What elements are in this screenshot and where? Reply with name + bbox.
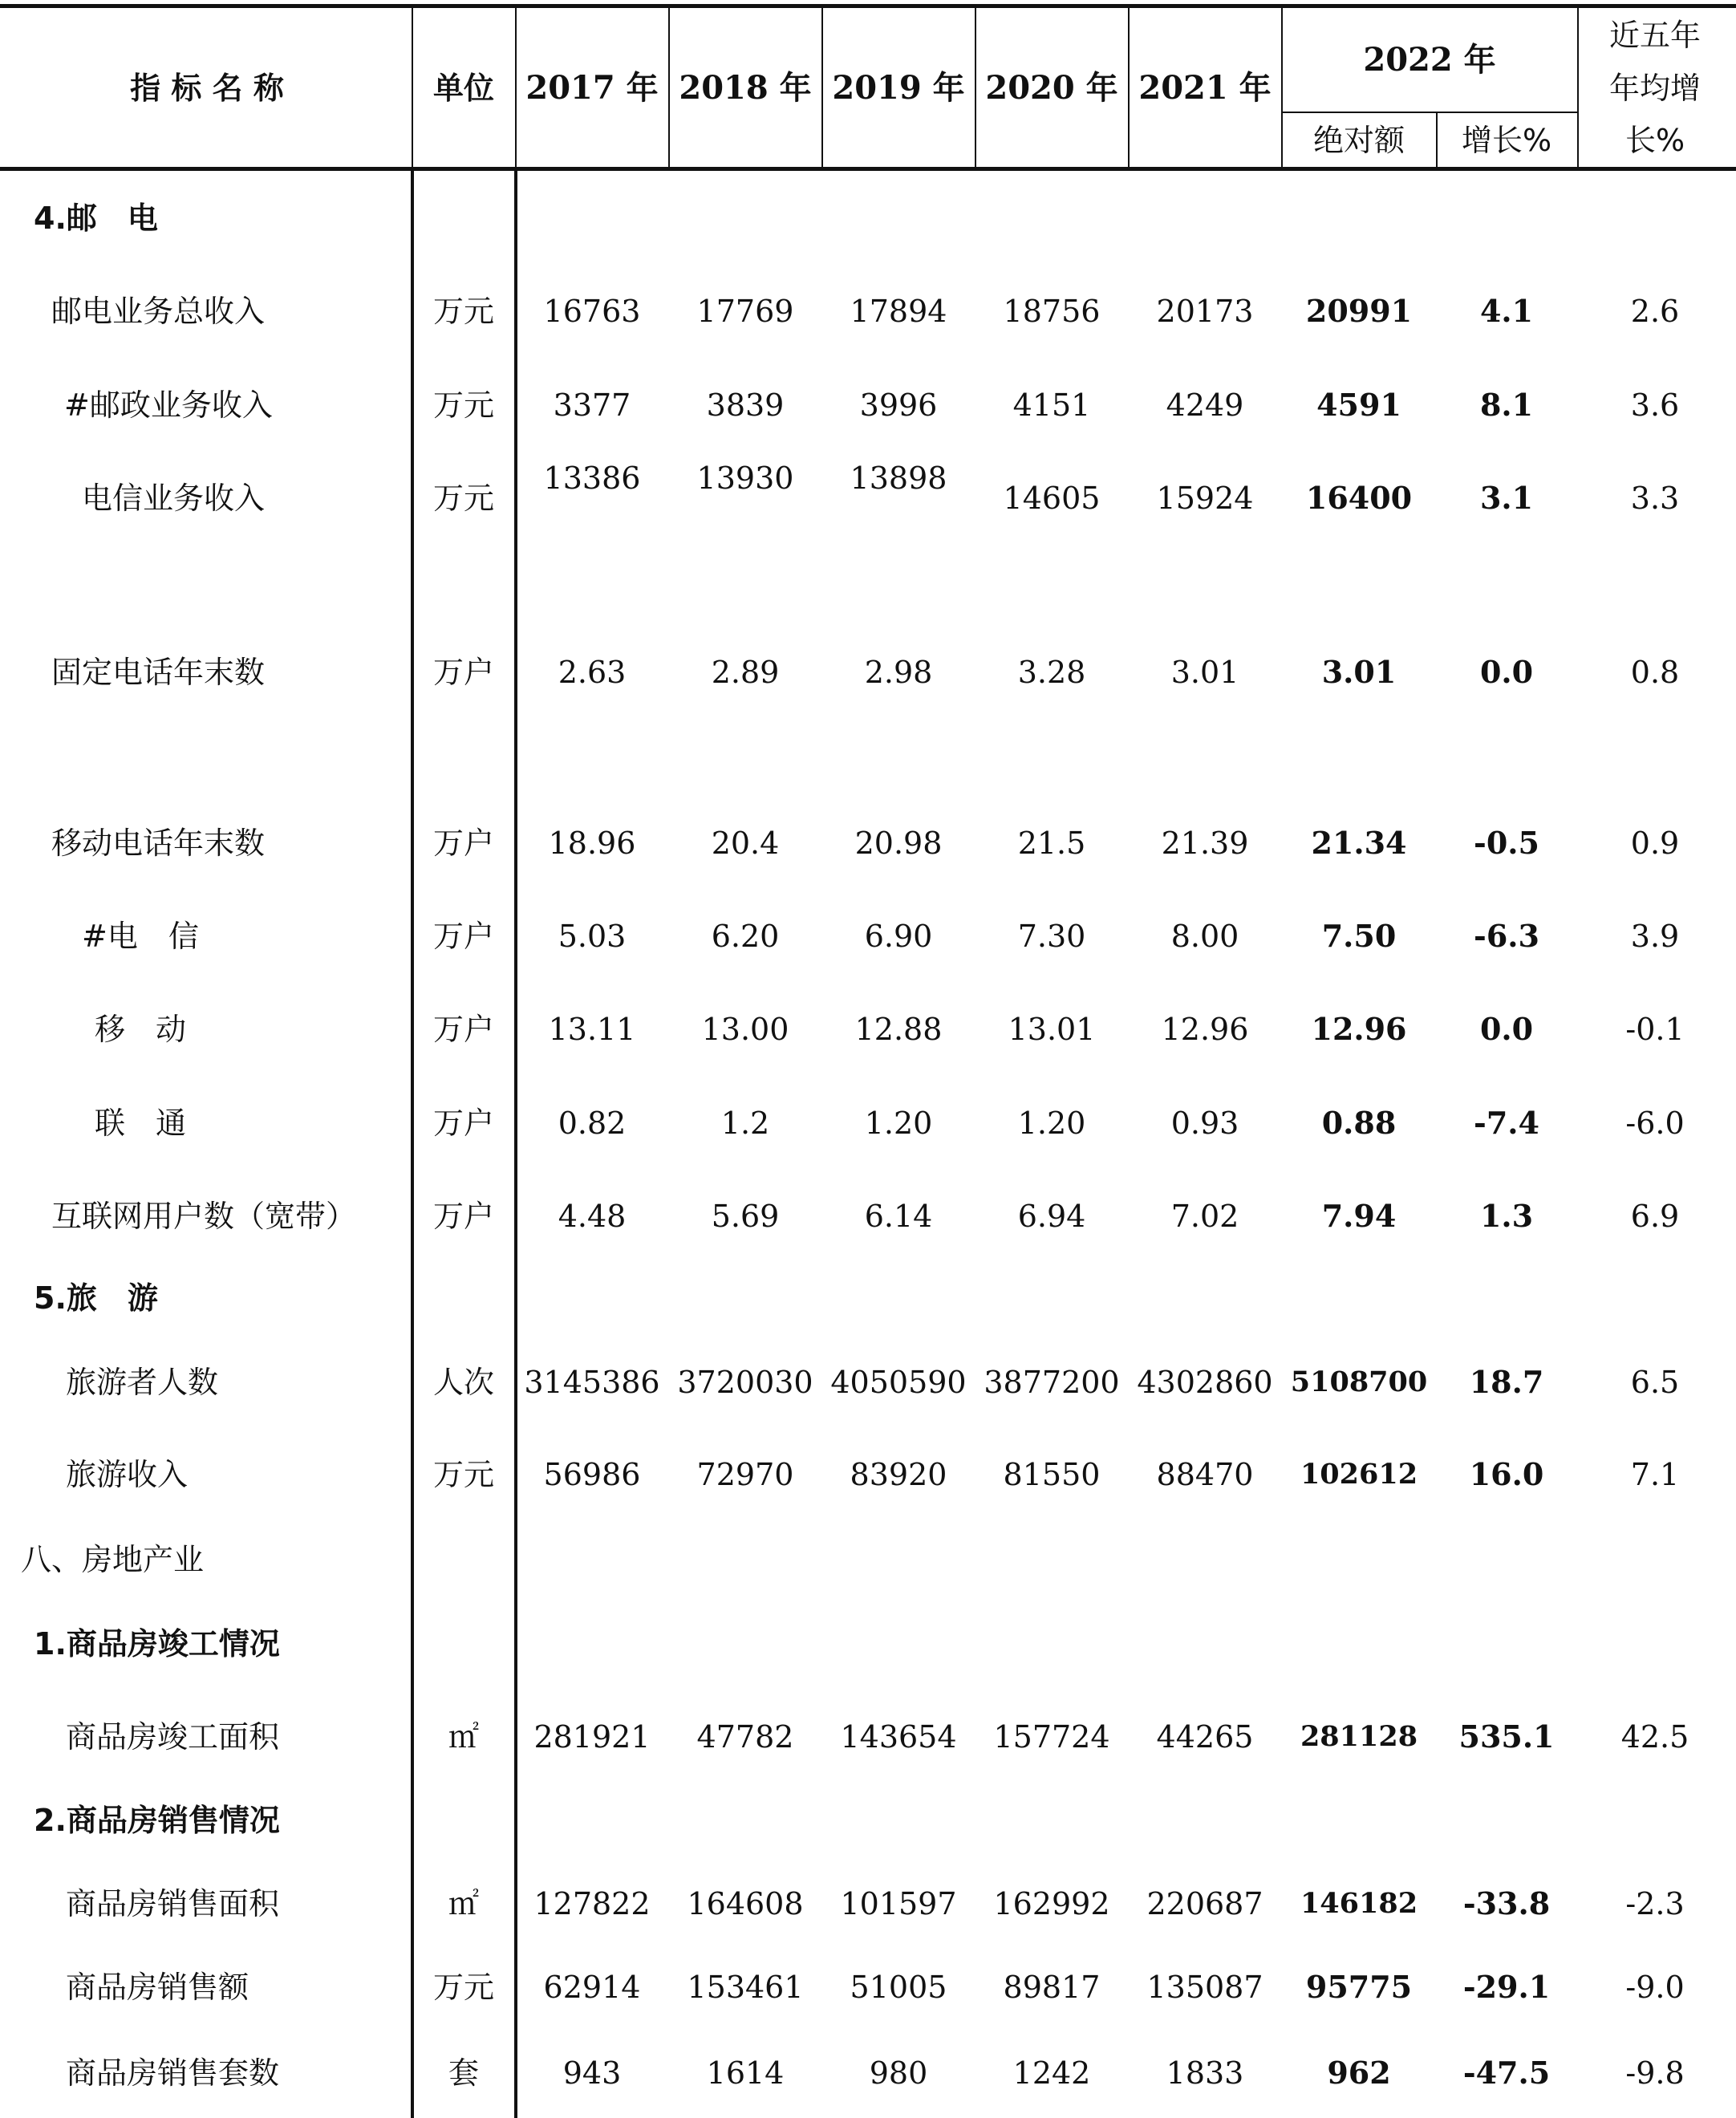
- table-cell: 13.01: [1008, 1012, 1096, 1047]
- table-cell: 0.82: [558, 1106, 627, 1141]
- table-cell: 83920: [850, 1457, 947, 1492]
- table-cell: 18756: [1003, 294, 1101, 329]
- table-cell: 18.96: [548, 826, 636, 861]
- table-cell: -9.8: [1625, 2055, 1685, 2091]
- table-cell: 7.94: [1321, 1198, 1397, 1234]
- table-cell: 0.0: [1479, 1011, 1534, 1047]
- table-cell: 3720030: [677, 1365, 813, 1400]
- table-cell: 1.20: [864, 1106, 933, 1141]
- table-cell: -6.3: [1474, 918, 1539, 954]
- row-unit: 万元: [432, 1970, 495, 2005]
- header-2019: 2019 年: [832, 69, 965, 107]
- table-cell: 6.9: [1630, 1199, 1680, 1234]
- table-cell: 88470: [1156, 1457, 1254, 1492]
- body-divider: [411, 170, 414, 2118]
- table-cell: 8.00: [1170, 919, 1239, 954]
- row-label: 移动电话年末数: [51, 826, 266, 861]
- row-unit: 万户: [432, 1199, 495, 1234]
- table-cell: 164608: [687, 1886, 804, 1921]
- table-cell: 3.28: [1017, 655, 1086, 690]
- table-cell: 2.89: [711, 655, 780, 690]
- row-unit: 万元: [432, 294, 495, 329]
- table-cell: 18.7: [1469, 1364, 1544, 1400]
- header-bottom-rule: [0, 167, 1736, 171]
- table-cell: 13898: [850, 461, 947, 496]
- header-indicator: 指 标 名 称: [130, 71, 284, 106]
- table-cell: 101597: [840, 1886, 957, 1921]
- table-cell: 12.88: [854, 1012, 943, 1047]
- table-cell: 14605: [1003, 481, 1101, 516]
- row-label: #邮政业务收入: [64, 387, 273, 423]
- header-divider: [1281, 8, 1283, 168]
- table-cell: 0.88: [1321, 1105, 1397, 1141]
- header-divider: [975, 8, 976, 168]
- table-cell: 6.90: [864, 919, 933, 954]
- row-unit: ㎡: [448, 1886, 480, 1921]
- table-cell: 162992: [993, 1886, 1110, 1921]
- section-tourism: 5.旅 游: [34, 1280, 158, 1316]
- table-cell: 1.3: [1479, 1198, 1534, 1234]
- top-rule: [0, 4, 1736, 8]
- table-cell: 21.34: [1311, 825, 1407, 861]
- table-cell: 6.14: [864, 1199, 933, 1234]
- header-divider: [515, 8, 517, 168]
- table-cell: 17894: [850, 294, 947, 329]
- table-cell: -47.5: [1462, 2055, 1551, 2091]
- table-cell: 21.5: [1017, 826, 1086, 861]
- row-label: 商品房销售额: [66, 1970, 249, 2005]
- table-cell: 5108700: [1290, 1365, 1428, 1398]
- header-avg-line1: 近五年: [1608, 18, 1702, 53]
- table-cell: 1.20: [1017, 1106, 1086, 1141]
- header-growth: 增长%: [1461, 123, 1552, 158]
- row-label: 联 通: [95, 1106, 187, 1141]
- table-cell: 13930: [696, 461, 794, 496]
- table-cell: -9.0: [1625, 1970, 1685, 2005]
- row-label: 旅游者人数: [66, 1365, 219, 1400]
- header-2022: 2022 年: [1363, 41, 1496, 79]
- table-cell: 13386: [543, 461, 641, 496]
- header-divider: [1577, 8, 1579, 168]
- table-cell: 15924: [1156, 481, 1254, 516]
- table-cell: 42.5: [1620, 1719, 1689, 1755]
- table-cell: 1833: [1166, 2055, 1244, 2091]
- table-cell: 47782: [696, 1719, 794, 1755]
- header-2017: 2017 年: [525, 69, 659, 107]
- table-cell: 4591: [1316, 387, 1401, 423]
- table-cell: 157724: [993, 1719, 1110, 1755]
- table-cell: 4.48: [558, 1199, 627, 1234]
- table-cell: -7.4: [1474, 1105, 1539, 1141]
- table-cell: 6.94: [1017, 1199, 1086, 1234]
- section-completion: 1.商品房竣工情况: [34, 1626, 280, 1662]
- table-cell: 7.02: [1170, 1199, 1239, 1234]
- row-label: 商品房销售面积: [66, 1886, 280, 1921]
- table-cell: -6.0: [1625, 1106, 1685, 1141]
- table-cell: 2.98: [864, 655, 933, 690]
- table-cell: 20173: [1156, 294, 1254, 329]
- table-cell: 5.03: [558, 919, 627, 954]
- table-cell: 89817: [1003, 1970, 1101, 2005]
- table-cell: 3.1: [1479, 480, 1534, 516]
- header-divider: [1436, 112, 1438, 168]
- table-cell: 72970: [696, 1457, 794, 1492]
- table-cell: 56986: [543, 1457, 641, 1492]
- table-cell: 135087: [1146, 1970, 1263, 2005]
- body-divider: [514, 170, 517, 2118]
- table-cell: 2.63: [558, 655, 627, 690]
- table-cell: 7.50: [1321, 918, 1397, 954]
- table-cell: 3.01: [1321, 654, 1397, 690]
- table-cell: 980: [869, 2055, 928, 2091]
- table-cell: 81550: [1003, 1457, 1101, 1492]
- row-label: 移 动: [95, 1012, 187, 1047]
- header-divider: [821, 8, 823, 168]
- row-label: 电信业务收入: [82, 481, 266, 516]
- table-cell: 3.01: [1170, 655, 1239, 690]
- table-cell: 16763: [543, 294, 641, 329]
- table-cell: 6.5: [1630, 1365, 1680, 1400]
- table-cell: -29.1: [1462, 1969, 1551, 2005]
- row-label: 商品房竣工面积: [66, 1719, 280, 1755]
- table-cell: 153461: [687, 1970, 804, 2005]
- header-absolute: 绝对额: [1312, 123, 1405, 158]
- table-cell: 12.96: [1161, 1012, 1249, 1047]
- header-2022-split-rule: [1282, 112, 1578, 113]
- table-cell: 3377: [553, 387, 631, 423]
- row-label: #电 信: [82, 919, 199, 954]
- table-cell: -2.3: [1625, 1886, 1685, 1921]
- table-cell: 7.1: [1630, 1457, 1680, 1492]
- table-cell: 21.39: [1161, 826, 1249, 861]
- table-cell: 1.2: [720, 1106, 770, 1141]
- header-2021: 2021 年: [1138, 69, 1272, 107]
- row-label: 旅游收入: [66, 1457, 189, 1492]
- table-cell: 16.0: [1469, 1456, 1544, 1492]
- table-cell: 8.1: [1479, 387, 1534, 423]
- table-cell: 3877200: [984, 1365, 1120, 1400]
- row-unit: 万元: [432, 481, 495, 516]
- section-realestate: 八、房地产业: [21, 1542, 205, 1577]
- table-cell: 6.20: [711, 919, 780, 954]
- table-cell: 20.4: [711, 826, 780, 861]
- table-cell: 0.93: [1170, 1106, 1239, 1141]
- row-unit: 万户: [432, 1106, 495, 1141]
- table-cell: 5.69: [711, 1199, 780, 1234]
- header-2020: 2020 年: [985, 69, 1118, 107]
- table-cell: 0.8: [1630, 655, 1680, 690]
- table-cell: 12.96: [1311, 1011, 1407, 1047]
- table-cell: 962: [1327, 2055, 1391, 2091]
- table-cell: 3996: [859, 387, 938, 423]
- table-cell: 535.1: [1458, 1718, 1555, 1755]
- table-cell: 4249: [1166, 387, 1244, 423]
- table-cell: 16400: [1305, 480, 1413, 516]
- table-cell: -0.1: [1625, 1012, 1685, 1047]
- row-label: 固定电话年末数: [51, 655, 266, 690]
- row-unit: 万户: [432, 1012, 495, 1047]
- table-cell: 4050590: [830, 1365, 967, 1400]
- table-cell: 281128: [1300, 1720, 1418, 1753]
- table-cell: 7.30: [1017, 919, 1086, 954]
- table-cell: 3145386: [524, 1365, 660, 1400]
- row-unit: 万户: [432, 919, 495, 954]
- header-avg-line3: 长%: [1624, 123, 1685, 158]
- table-cell: 4151: [1012, 387, 1091, 423]
- row-unit: 人次: [432, 1365, 495, 1400]
- table-cell: 943: [562, 2055, 622, 2091]
- table-cell: 143654: [840, 1719, 957, 1755]
- table-cell: 13.00: [701, 1012, 789, 1047]
- table-cell: 51005: [850, 1970, 947, 2005]
- row-unit: 万元: [432, 387, 495, 423]
- table-cell: 20.98: [854, 826, 943, 861]
- table-cell: 13.11: [548, 1012, 636, 1047]
- table-cell: 4.1: [1479, 293, 1534, 329]
- table-cell: 3.9: [1630, 919, 1680, 954]
- table-cell: 20991: [1305, 293, 1413, 329]
- header-avg-line2: 年均增: [1608, 71, 1702, 106]
- header-unit: 单位: [432, 71, 495, 106]
- table-cell: 17769: [696, 294, 794, 329]
- table-cell: 0.9: [1630, 826, 1680, 861]
- row-unit: 万户: [432, 826, 495, 861]
- row-unit: 万元: [432, 1457, 495, 1492]
- table-cell: 146182: [1300, 1887, 1418, 1920]
- row-unit: 万户: [432, 655, 495, 690]
- row-label: 互联网用户数（宽带）: [51, 1199, 357, 1234]
- header-divider: [1128, 8, 1130, 168]
- table-cell: 102612: [1300, 1458, 1418, 1491]
- table-cell: 2.6: [1630, 294, 1680, 329]
- table-cell: 220687: [1146, 1886, 1263, 1921]
- header-divider: [412, 8, 413, 168]
- table-cell: 4302860: [1137, 1365, 1273, 1400]
- row-label: 商品房销售套数: [66, 2055, 280, 2091]
- header-2018: 2018 年: [679, 69, 812, 107]
- table-cell: 3.6: [1630, 387, 1680, 423]
- table-cell: 1614: [706, 2055, 785, 2091]
- table-cell: 95775: [1305, 1969, 1413, 2005]
- table-cell: 127822: [533, 1886, 651, 1921]
- row-unit: ㎡: [448, 1719, 480, 1755]
- section-post: 4.邮 电: [34, 201, 158, 236]
- table-cell: 1242: [1012, 2055, 1091, 2091]
- table-cell: -33.8: [1462, 1885, 1551, 1921]
- table-cell: 281921: [533, 1719, 651, 1755]
- table-cell: 3.3: [1630, 481, 1680, 516]
- table-cell: 62914: [543, 1970, 641, 2005]
- table-cell: 0.0: [1479, 654, 1534, 690]
- table-cell: 44265: [1156, 1719, 1254, 1755]
- table-cell: 3839: [706, 387, 785, 423]
- header-divider: [668, 8, 670, 168]
- section-sales: 2.商品房销售情况: [34, 1803, 280, 1838]
- row-label: 邮电业务总收入: [51, 294, 266, 329]
- table-cell: -0.5: [1474, 825, 1539, 861]
- row-unit: 套: [448, 2055, 480, 2091]
